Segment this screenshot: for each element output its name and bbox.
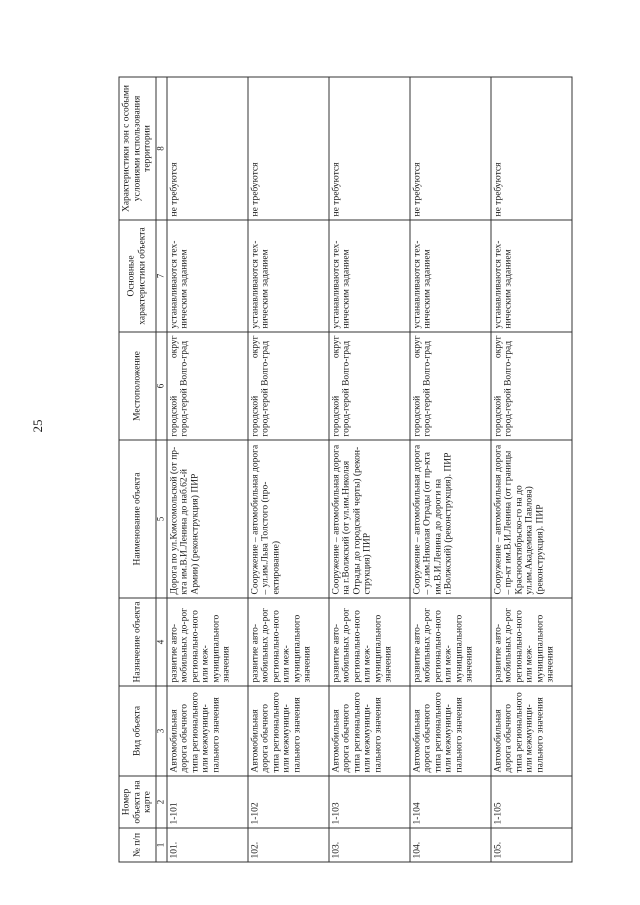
location-part: округ [250, 335, 260, 359]
header-cell: Наименование объекта [119, 440, 156, 598]
cell-zones: не требуются [410, 77, 491, 220]
header-cell: Назначение объекта [119, 598, 156, 686]
cell-zones: не требуются [248, 77, 329, 220]
cell-name: Дорога по ул.Комсомольской (от пр-кта им.В.И.Ленина до наб.62-й Армии) (реконструкция) ПИР [167, 440, 248, 598]
column-number: 8 [156, 77, 167, 220]
location-part: город-герой Волго-град [503, 340, 514, 437]
cell-map-number: 1-105 [491, 776, 572, 828]
location-part: город-герой Волго-град [260, 340, 271, 437]
location-part: городской [250, 395, 260, 437]
cell-map-number: 1-104 [410, 776, 491, 828]
cell-number: 101. [167, 828, 248, 862]
location-part: город-герой Волго-град [341, 340, 352, 437]
cell-zones: не требуются [167, 77, 248, 220]
table-row [167, 77, 248, 862]
cell-purpose: развитие авто-мобильных до-рог регионально-ного или меж-муниципального значения [329, 598, 410, 686]
location-part: город-герой Волго-град [422, 340, 433, 437]
cell-characteristics: устанавливаются тех-ническим заданием [491, 220, 572, 332]
column-number: 2 [156, 776, 167, 828]
cell-name: Сооружение – автомобильная дорога – ул.им.Николая Отрады (от пр-кта им.В.И.Ленина до дороги на г.Волжский) (реконструкция). ПИР [410, 440, 491, 598]
cell-purpose: развитие авто-мобильных до-рог регионально-ного или меж-муниципального значения [248, 598, 329, 686]
cell-location [410, 332, 491, 440]
cell-number: 105. [491, 828, 572, 862]
cell-kind: Автомобильная дорога обычного типа регионального или межмуници-пального значения [491, 686, 572, 776]
column-number: 5 [156, 440, 167, 598]
column-number: 3 [156, 686, 167, 776]
cell-name: Сооружение – автомобильная дорога – ул.им.Льва Толстого (про-ектирование) [248, 440, 329, 598]
table-row [329, 77, 410, 862]
cell-number: 102. [248, 828, 329, 862]
table-row [491, 77, 572, 862]
cell-kind: Автомобильная дорога обычного типа регионального или межмуници-пального значения [329, 686, 410, 776]
table-row [248, 77, 329, 862]
location-part: городской [331, 395, 341, 437]
cell-map-number: 1-101 [167, 776, 248, 828]
cell-purpose: развитие авто-мобильных до-рог регионально-ного или меж-муниципального значения [410, 598, 491, 686]
cell-location [167, 332, 248, 440]
cell-kind: Автомобильная дорога обычного типа регионального или межмуници-пального значения [167, 686, 248, 776]
table-row [410, 77, 491, 862]
page-number: 25 [30, 419, 45, 433]
location-part: городской [169, 395, 179, 437]
cell-characteristics: устанавливаются тех-ническим заданием [410, 220, 491, 332]
location-part: округ [493, 335, 503, 359]
cell-location [248, 332, 329, 440]
column-number: 7 [156, 220, 167, 332]
cell-name: Сооружение – автомобильная дорога на г.Волжский (от ул.им.Николая Отрады до городской черты) (рекон-струкция) ПИР [329, 440, 410, 598]
cell-kind: Автомобильная дорога обычного типа регионального или межмуници-пального значения [248, 686, 329, 776]
cell-characteristics: устанавливаются тех-ническим заданием [167, 220, 248, 332]
cell-map-number: 1-103 [329, 776, 410, 828]
column-number: 1 [156, 828, 167, 862]
header-cell: Местоположение [119, 332, 156, 440]
cell-location [329, 332, 410, 440]
objects-table [119, 77, 573, 863]
cell-characteristics: устанавливаются тех-ническим заданием [248, 220, 329, 332]
header-cell: Основные характеристики объекта [119, 220, 156, 332]
location-part: округ [331, 335, 341, 359]
location-part: округ [169, 335, 179, 359]
cell-zones: не требуются [329, 77, 410, 220]
cell-purpose: развитие авто-мобильных до-рог регионально-ного или меж-муниципального значения [167, 598, 248, 686]
cell-zones: не требуются [491, 77, 572, 220]
header-cell: Номер объекта на карте [119, 776, 156, 828]
location-part: городской [493, 395, 503, 437]
location-part: город-герой Волго-град [179, 340, 190, 437]
location-part: округ [412, 335, 422, 359]
cell-characteristics: устанавливаются тех-ническим заданием [329, 220, 410, 332]
rotated-table-container [119, 78, 556, 863]
cell-number: 103. [329, 828, 410, 862]
cell-location [491, 332, 572, 440]
column-number: 4 [156, 598, 167, 686]
column-number: 6 [156, 332, 167, 440]
cell-name: Сооружение – автомобильная дорога – пр-кт им.В.И.Ленина (от границы Краснооктябрьско-го на до ул.им.Академика Павлова) (реконструкция). ПИР [491, 440, 572, 598]
cell-map-number: 1-102 [248, 776, 329, 828]
cell-kind: Автомобильная дорога обычного типа регионального или межмуници-пального значения [410, 686, 491, 776]
header-cell: Характеристики зон с особыми условиями использования территории [119, 77, 156, 220]
header-row [119, 77, 156, 862]
column-number-row [156, 77, 167, 862]
location-part: городской [412, 395, 422, 437]
header-cell: № п/п [119, 828, 156, 862]
cell-number: 104. [410, 828, 491, 862]
header-cell: Вид объекта [119, 686, 156, 776]
cell-purpose: развитие авто-мобильных до-рог регионально-ного или меж-муниципального значения [491, 598, 572, 686]
